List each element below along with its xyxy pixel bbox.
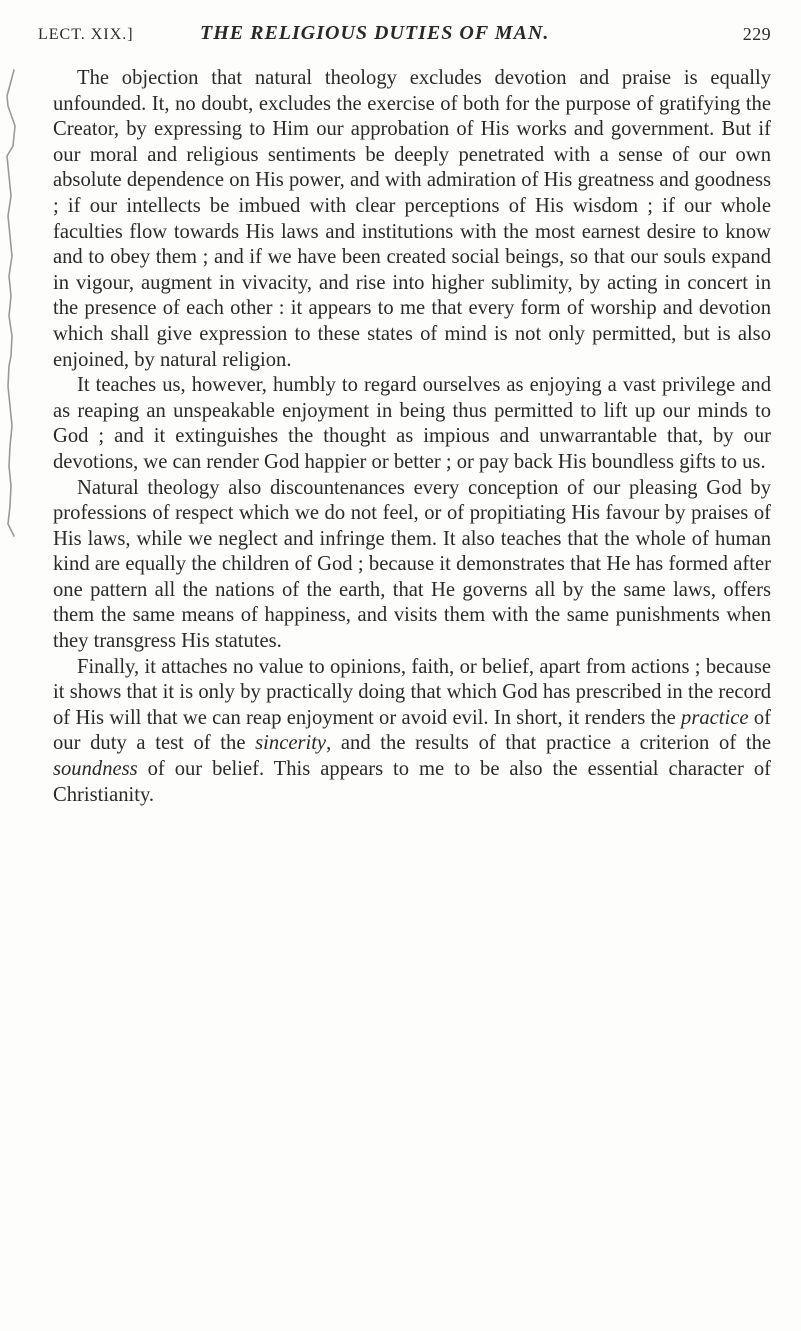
page-number: 229 <box>742 24 771 44</box>
running-title: THE RELIGIOUS DUTIES OF MAN. <box>200 22 550 44</box>
paragraph <box>53 66 771 373</box>
running-head <box>38 22 771 52</box>
paragraph <box>53 373 771 475</box>
body-text <box>53 66 771 808</box>
margin-pencil-bracket <box>0 66 30 542</box>
paragraph <box>53 476 771 655</box>
italic-emphasis: sincerity <box>255 732 327 755</box>
paragraph-text: of our duty a test of the <box>53 706 771 755</box>
paragraph-text: Finally, it attaches no value to opinions, faith, or belief, apart from actions ; because it shows that it is only by practically doing that which God has prescribed in the record of His will that we can reap enjoyment or avoid evil. In short, it renders the <box>53 655 771 729</box>
paragraph-text: It teaches us, however, humbly to regard ourselves as enjoying a vast privilege and as reaping an unspeakable enjoyment in being thus permitted to lift up our minds to God ; and it extinguishes the thought as impious and unwarrantable that, by our devotions, we can render God happier or better ; or pay back His boundless gifts to us. <box>53 374 771 473</box>
paragraph <box>53 655 771 809</box>
italic-emphasis: practice <box>681 706 749 729</box>
paragraph-text: The objection that natural theology excludes devotion and praise is equally unfounded. It, no doubt, excludes the exercise of both for the purpose of gratifying the Creator, by expressing to Him our approbation of His works and government. But if our moral and religious sentiments be deeply penetrated with a sense of our own absolute dependence on His power, and with admiration of His greatness and goodness ; if our intellects be imbued with clear perceptions of His wisdom ; if our whole faculties flow towards His laws and institutions with the most earnest desire to know and to obey them ; and if we have been created social beings, so that our souls expand in vigour, augment in vivacity, and rise into higher sublimity, by acting in concert in the presence of each other : it appears to me that every form of worship and devotion which shall give expression to these states of mind is not only permitted, but is also enjoined, by natural religion. <box>53 67 771 371</box>
lecture-section-label: LECT. XIX.] <box>38 26 134 43</box>
paragraph-text: of our belief. This appears to me to be also the essential character of Christianity. <box>53 758 771 806</box>
paragraph-text: , and the results of that practice a criterion of the <box>326 732 772 755</box>
paragraph-text: Natural theology also discountenances every conception of our pleasing God by professions of respect which we do not feel, or of propitiating His favour by praises of His laws, while we neglect and infringe them. It also teaches that the whole of human kind are equally the children of God ; because it demonstrates that He has formed after one pattern all the nations of the earth, that He governs all by the same laws, offers them the same means of happiness, and visits them with the same punishments when they transgress His statutes. <box>53 476 771 653</box>
italic-emphasis: soundness <box>53 758 138 781</box>
